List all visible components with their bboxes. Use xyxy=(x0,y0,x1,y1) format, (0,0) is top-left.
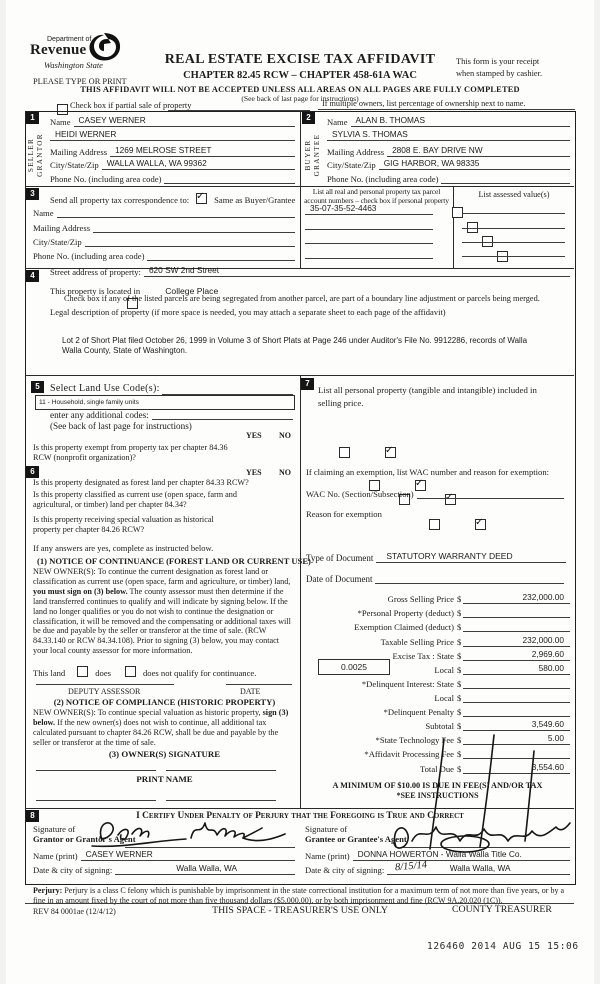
street-address-row xyxy=(50,264,570,277)
this-land-label: This land xyxy=(33,668,66,678)
seller-phone-value xyxy=(164,182,295,184)
fee-value: 3,554.60 xyxy=(463,762,570,774)
see-back-note-2: (See back of last page for instructions) xyxy=(50,421,192,431)
see-instructions-note: *SEE INSTRUCTIONS xyxy=(396,791,479,800)
fee-row-delinq-interest-state xyxy=(306,676,570,689)
additional-codes-value xyxy=(152,418,293,420)
does-not-checkbox xyxy=(125,666,136,677)
fee-value: 3,549.60 xyxy=(463,719,570,731)
seller-side-label-1: SELLER xyxy=(27,137,35,173)
buyer-phone-value xyxy=(441,182,570,184)
fee-row-delinq-penalty xyxy=(306,704,570,717)
dollar-sign: $ xyxy=(457,651,462,661)
seller-mailing-row xyxy=(50,144,295,157)
corr-mailing-label: Mailing Address xyxy=(33,223,91,233)
continuance-row xyxy=(33,663,259,681)
local-rate-value: 0.0025 xyxy=(341,662,367,672)
no-header-2: NO xyxy=(279,468,291,477)
grantee-date-city-row xyxy=(305,859,570,875)
receipt-note-line1: This form is your receipt xyxy=(456,57,540,66)
grantor-agent-label: Grantor or Grantor's Agent xyxy=(33,834,136,844)
minimum-note: A MINIMUM OF $10.00 IS DUE IN FEE(S) AND/OR TAX xyxy=(332,781,543,790)
grantee-date-handwritten: 8/15/14 xyxy=(394,859,428,874)
seller-side-label-2: GRANTOR xyxy=(36,133,44,177)
grantee-name-row xyxy=(305,848,570,861)
seller-name2-row xyxy=(50,128,295,141)
personal-property-label: List all personal property (tangible and intangible) included in selling price. xyxy=(318,385,537,408)
legal-description-value: Lot 2 of Short Plat filed October 26, 1999 in Volume 3 of Short Plats at Page 246 under Auditor's File No. 9912286, records of Walla Walla County, State of Washington. xyxy=(62,336,528,355)
agency-name: Revenue xyxy=(30,42,87,58)
type-or-print-note: PLEASE TYPE OR PRINT xyxy=(33,77,127,86)
seller-name-value: CASEY WERNER xyxy=(74,115,295,127)
fee-value xyxy=(463,701,570,703)
buyer-name-label: Name xyxy=(327,117,348,127)
corr-name-row xyxy=(33,205,295,218)
section6-number: 6 xyxy=(26,466,39,478)
fee-row-subtotal xyxy=(306,718,570,731)
notice2-title: (2) NOTICE OF COMPLIANCE (HISTORIC PROPERTY) xyxy=(53,697,276,707)
fee-label: Subtotal xyxy=(425,721,454,731)
if-any-note: If any answers are yes, complete as instructed below. xyxy=(33,543,214,553)
buyer-mailing-value: 2808 E. BAY DRIVE NW xyxy=(387,145,570,157)
dollar-sign: $ xyxy=(457,679,462,689)
street-address-label: Street address of property: xyxy=(50,267,141,277)
exempt-yes-checkbox xyxy=(339,447,350,458)
treasurer-space-label: THIS SPACE - TREASURER'S USE ONLY xyxy=(212,905,388,916)
owner-signature-line xyxy=(36,770,156,771)
agency-name-small: Department of xyxy=(47,36,92,43)
same-as-buyer-label: Same as Buyer/Grantee xyxy=(214,195,296,205)
forest-question: Is this property designated as forest land per chapter 84.33 RCW? xyxy=(33,478,249,487)
seller-mailing-label: Mailing Address xyxy=(50,147,108,157)
historic-yes-checkbox xyxy=(429,519,440,530)
multiple-owners-line xyxy=(318,109,575,110)
seller-city-label: City/State/Zip xyxy=(50,160,99,170)
form-rev-number: REV 84 0001ae (12/4/12) xyxy=(33,907,116,916)
buyer-city-row xyxy=(327,157,570,170)
buyer-name2-value: SYLVIA S. THOMAS xyxy=(327,129,570,141)
seller-name2-value: HEIDI WERNER xyxy=(50,129,295,141)
scan-edge-right xyxy=(594,0,600,984)
seller-phone-label: Phone No. (including area code) xyxy=(50,174,162,184)
grantor-date-city-row xyxy=(33,862,295,875)
owners-signature-title: (3) OWNER(S) SIGNATURE xyxy=(108,749,221,759)
fee-label: *Delinquent Penalty xyxy=(383,707,454,717)
dollar-sign: $ xyxy=(457,594,462,604)
dollar-sign: $ xyxy=(457,665,462,675)
warning-note: THIS AFFIDAVIT WILL NOT BE ACCEPTED UNLESS ALL AREAS ON ALL PAGES ARE FULLY COMPLETED xyxy=(80,85,520,94)
grantor-date-city-label: Date & city of signing: xyxy=(33,865,113,875)
fee-row-exemption xyxy=(306,619,570,632)
parcel-row xyxy=(305,231,433,244)
dollar-sign: $ xyxy=(457,707,462,717)
form-title: REAL ESTATE EXCISE TAX AFFIDAVIT xyxy=(164,52,436,67)
buyer-side-label-2: GRANTEE xyxy=(313,133,321,177)
grantee-date-city-label: Date & city of signing: xyxy=(305,865,385,875)
date-line xyxy=(226,684,292,685)
parcel-header: List all real and personal property tax parcel account numbers – check box if personal property xyxy=(304,187,449,205)
print-name-title: PRINT NAME xyxy=(136,774,193,784)
divider-v2 xyxy=(453,186,454,268)
fee-row-personal xyxy=(306,605,570,618)
section4-number: 4 xyxy=(26,270,39,282)
receipt-note-line2: when stamped by cashier. xyxy=(456,68,543,78)
corr-name-label: Name xyxy=(33,208,54,218)
land-use-title: Select Land Use Code(s): xyxy=(50,383,160,394)
segregated-label: Check box if any of the listed parcels are being segregated from another parcel, are part of a boundary line adjustment or parcels being merged. xyxy=(64,294,540,303)
wac-row xyxy=(306,486,564,499)
section1-number: 1 xyxy=(26,112,39,124)
dollar-sign: $ xyxy=(457,764,462,774)
notice1-text-a: NEW OWNER(S): To continue the current designation as forest land or classification as current use (open space, farm and agriculture, or timber) land, xyxy=(33,567,291,586)
corr-mailing-row xyxy=(33,220,295,233)
document-type-row xyxy=(306,550,566,563)
see-back-note: (See back of last page for instructions) xyxy=(241,94,359,103)
reason-exemption-label: Reason for exemption xyxy=(306,509,382,519)
fee-value xyxy=(463,616,570,618)
buyer-city-value: GIG HARBOR, WA 98335 xyxy=(379,158,570,170)
fee-label: Taxable Selling Price xyxy=(380,637,454,647)
seller-city-row xyxy=(50,157,295,170)
fee-label: *Personal Property (deduct) xyxy=(357,608,454,618)
corr-city-label: City/State/Zip xyxy=(33,237,82,247)
section5-number: 5 xyxy=(31,381,44,393)
fee-value: 2,969.60 xyxy=(463,649,570,661)
exempt-no-checkbox xyxy=(385,447,396,458)
parcel-row xyxy=(305,202,433,215)
fee-value xyxy=(463,715,570,717)
assessed-value-line xyxy=(462,213,565,214)
notice1-paragraph xyxy=(33,567,296,656)
fee-value xyxy=(463,687,570,689)
notice2-paragraph xyxy=(33,708,296,748)
partial-sale-label: Check box if partial sale of property xyxy=(70,101,192,110)
additional-codes-row xyxy=(50,407,293,420)
land-use-code-value: 11 - Household, single family units xyxy=(39,399,139,406)
assessed-value-line xyxy=(462,242,565,243)
grantor-name-print-value: CASEY WERNER xyxy=(81,849,295,861)
assessed-header: List assessed value(s) xyxy=(478,190,550,199)
seller-city-value: WALLA WALLA, WA 99362 xyxy=(102,158,295,170)
buyer-side-label-1: BUYER xyxy=(304,139,312,171)
fee-value: 232,000.00 xyxy=(463,635,570,647)
section2-number: 2 xyxy=(302,112,315,124)
fee-value: 232,000.00 xyxy=(463,592,570,604)
divider-v3 xyxy=(300,375,301,808)
additional-codes-label: enter any additional codes: xyxy=(50,410,149,420)
does-not-label: does not qualify for continuance. xyxy=(143,668,257,678)
legal-description-label: Legal description of property (if more space is needed, you may attach a separate sheet to each page of the affidavit) xyxy=(50,307,446,317)
fee-label: Local xyxy=(434,665,454,675)
document-date-label: Date of Document xyxy=(306,574,373,584)
historic-no-checkbox xyxy=(475,519,486,530)
corr-name-value xyxy=(57,216,295,218)
exemption-note: If claiming an exemption, list WAC number and reason for exemption: xyxy=(306,467,550,477)
grantor-signature xyxy=(88,816,288,852)
buyer-name-row xyxy=(327,114,570,127)
grantee-signature xyxy=(388,733,575,858)
buyer-phone-row xyxy=(327,171,570,184)
cashier-stamp: 126460 2014 AUG 15 15:06 xyxy=(427,941,579,952)
dollar-sign: $ xyxy=(457,637,462,647)
seller-mailing-value: 1269 MELROSE STREET xyxy=(110,145,295,157)
grantor-name-row xyxy=(33,848,295,861)
perjury-text: Perjury is a class C felony which is punishable by imprisonment in the state correctional institution for a maximum term of not more than five years, or by a fine in an amount fixed by the court of not more than five thousand dollars ($5,000.00), or by both imprisonment and fine (RCW 9A.20.020 (1C)). xyxy=(33,886,564,905)
scan-edge-left xyxy=(0,0,6,984)
seller-name-label: Name xyxy=(50,117,71,127)
no-header: NO xyxy=(279,431,291,440)
corr-phone-row xyxy=(33,248,295,261)
located-label: This property is located in xyxy=(50,286,141,296)
seller-side-label xyxy=(27,125,45,185)
fee-label: Local xyxy=(434,693,454,703)
buyer-mailing-label: Mailing Address xyxy=(327,147,385,157)
fee-row-delinq-interest-local xyxy=(306,690,570,703)
notice2-text-b: sign (3) below. xyxy=(33,708,289,727)
perjury-bold: Perjury: xyxy=(33,886,63,895)
grantee-name-print-label: Name (print) xyxy=(305,851,350,861)
owner-print-line xyxy=(166,800,276,801)
notice2-text-a: NEW OWNER(S): To continue special valuation as historic property, xyxy=(33,708,263,717)
parcel-number-value xyxy=(305,242,433,244)
dollar-sign: $ xyxy=(457,608,462,618)
divider-v1 xyxy=(300,111,301,268)
fee-label: *State Technology Fee xyxy=(375,735,454,745)
exempt-question: Is this property exempt from property tax per chapter 84.36 RCW (nonprofit organization)? xyxy=(33,443,228,462)
send-correspondence-label: Send all property tax correspondence to: xyxy=(50,195,190,205)
multiple-owners-note: If multiple owners, list percentage of ownership next to name. xyxy=(322,99,526,108)
fee-label: Total Due xyxy=(419,764,454,774)
yes-header-2: YES xyxy=(246,468,262,477)
located-value: College Place xyxy=(165,286,219,296)
document-date-value xyxy=(375,582,564,584)
seller-name-row xyxy=(50,114,295,127)
notice2-text-c: If the new owner(s) does not wish to continue, all additional tax calculated pursuant to chapter 84.26 RCW, shall be due and payable by the seller or transferor at the time of sale. xyxy=(33,717,279,747)
fee-value: 5.00 xyxy=(463,733,570,745)
corr-city-value xyxy=(85,245,295,247)
fee-row-gross xyxy=(306,591,570,604)
notice1-text-c: The county assessor must then determine if the land transferred continues to qualify and will indicate by signing below. If the land no longer qualifies or you do not wish to continue the designation or classification, it will be removed and the compensating or additional taxes will be due and payable by the seller or transferor at the time of sale. (RCW 84.33.140 or RCW 84.34.108). Prior to signing (3) below, you may contact your local county assessor for more information. xyxy=(33,586,291,656)
grantor-city-value: Walla Walla, WA xyxy=(115,863,295,875)
deputy-assessor-label: DEPUTY ASSESSOR xyxy=(68,687,141,696)
parcel-row xyxy=(305,246,433,259)
corr-city-row xyxy=(33,234,295,247)
current-use-question: Is this property classified as current use (open space, farm and agricultural, or timber) land per chapter 84.34? xyxy=(33,490,237,509)
buyer-phone-label: Phone No. (including area code) xyxy=(327,174,439,184)
owner-signature-line xyxy=(166,770,276,771)
document-type-label: Type of Document xyxy=(306,553,374,563)
dollar-sign: $ xyxy=(457,721,462,731)
section8-number: 8 xyxy=(26,810,39,822)
date-label: DATE xyxy=(240,687,261,696)
historic-question: Is this property receiving special valuation as historical property per chapter 84.26 RCW? xyxy=(33,515,214,534)
notice1-text-b: you must sign on (3) below. xyxy=(33,586,128,596)
form-subtitle: CHAPTER 82.45 RCW – CHAPTER 458-61A WAC xyxy=(183,70,417,81)
certify-statement: I Certify Under Penalty of Perjury that the Foregoing is True and Correct xyxy=(136,811,464,821)
section7-number: 7 xyxy=(301,378,314,390)
street-address-value: 620 SW 2nd Street xyxy=(144,265,570,277)
parcel-number-value xyxy=(305,228,433,230)
buyer-city-label: City/State/Zip xyxy=(327,160,376,170)
grantee-signature-of-label: Signature of xyxy=(305,824,348,834)
dollar-sign: $ xyxy=(457,735,462,745)
corr-phone-value xyxy=(147,259,295,261)
county-treasurer-label: COUNTY TREASURER xyxy=(452,904,552,915)
fee-label: *Delinquent Interest: State xyxy=(361,679,454,689)
buyer-name-value: ALAN B. THOMAS xyxy=(351,115,570,127)
wac-value xyxy=(417,497,564,499)
assessed-value-line xyxy=(462,256,565,257)
notice1-title: (1) NOTICE OF CONTINUANCE (FOREST LAND OR CURRENT USE) xyxy=(37,556,311,566)
corr-phone-label: Phone No. (including area code) xyxy=(33,251,145,261)
grantee-city-value: Walla Walla, WA xyxy=(387,863,570,875)
fee-value: 580.00 xyxy=(463,663,570,675)
buyer-mailing-row xyxy=(327,144,570,157)
dollar-sign: $ xyxy=(457,622,462,632)
fee-label: *Affidavit Processing Fee xyxy=(364,749,454,759)
local-rate-box xyxy=(318,659,390,675)
fee-label: Gross Selling Price xyxy=(387,594,454,604)
agency-subtitle: Washington State xyxy=(44,60,103,70)
receipt-note xyxy=(456,56,574,79)
parcel-number-value xyxy=(305,257,433,259)
deputy-assessor-line xyxy=(36,684,174,685)
grantor-signature-of-label: Signature of xyxy=(33,824,76,834)
buyer-name2-row xyxy=(327,128,570,141)
dollar-sign: $ xyxy=(457,749,462,759)
parcel-number-value: 35-07-35-52-4463 xyxy=(305,203,433,215)
dollar-sign: $ xyxy=(457,693,462,703)
does-label: does xyxy=(95,668,111,678)
wac-label: WAC No. (Section/Subsection) xyxy=(306,489,414,499)
fee-label: Excise Tax : State xyxy=(392,651,454,661)
fee-value xyxy=(463,630,570,632)
same-as-buyer-checkbox xyxy=(196,193,207,204)
grantor-name-print-label: Name (print) xyxy=(33,851,78,861)
corr-mailing-value xyxy=(93,231,295,233)
buyer-side-label xyxy=(304,125,322,185)
parcel-row xyxy=(305,217,433,230)
document-date-row xyxy=(306,571,564,584)
owner-print-line xyxy=(36,800,156,801)
assessed-value-line xyxy=(462,228,565,229)
seller-phone-row xyxy=(50,171,295,184)
document-type-value: STATUTORY WARRANTY DEED xyxy=(376,551,566,563)
fee-row-taxable xyxy=(306,634,570,647)
fee-label: Exemption Claimed (deduct) xyxy=(354,622,454,632)
section3-number: 3 xyxy=(26,188,39,200)
does-checkbox xyxy=(77,666,88,677)
yes-header: YES xyxy=(246,431,262,440)
grantee-name-print-value: DONNA HOWERTON - Walla Walla Title Co. xyxy=(353,849,570,861)
grantee-agent-label: Grantee or Grantee's Agent xyxy=(305,834,407,844)
